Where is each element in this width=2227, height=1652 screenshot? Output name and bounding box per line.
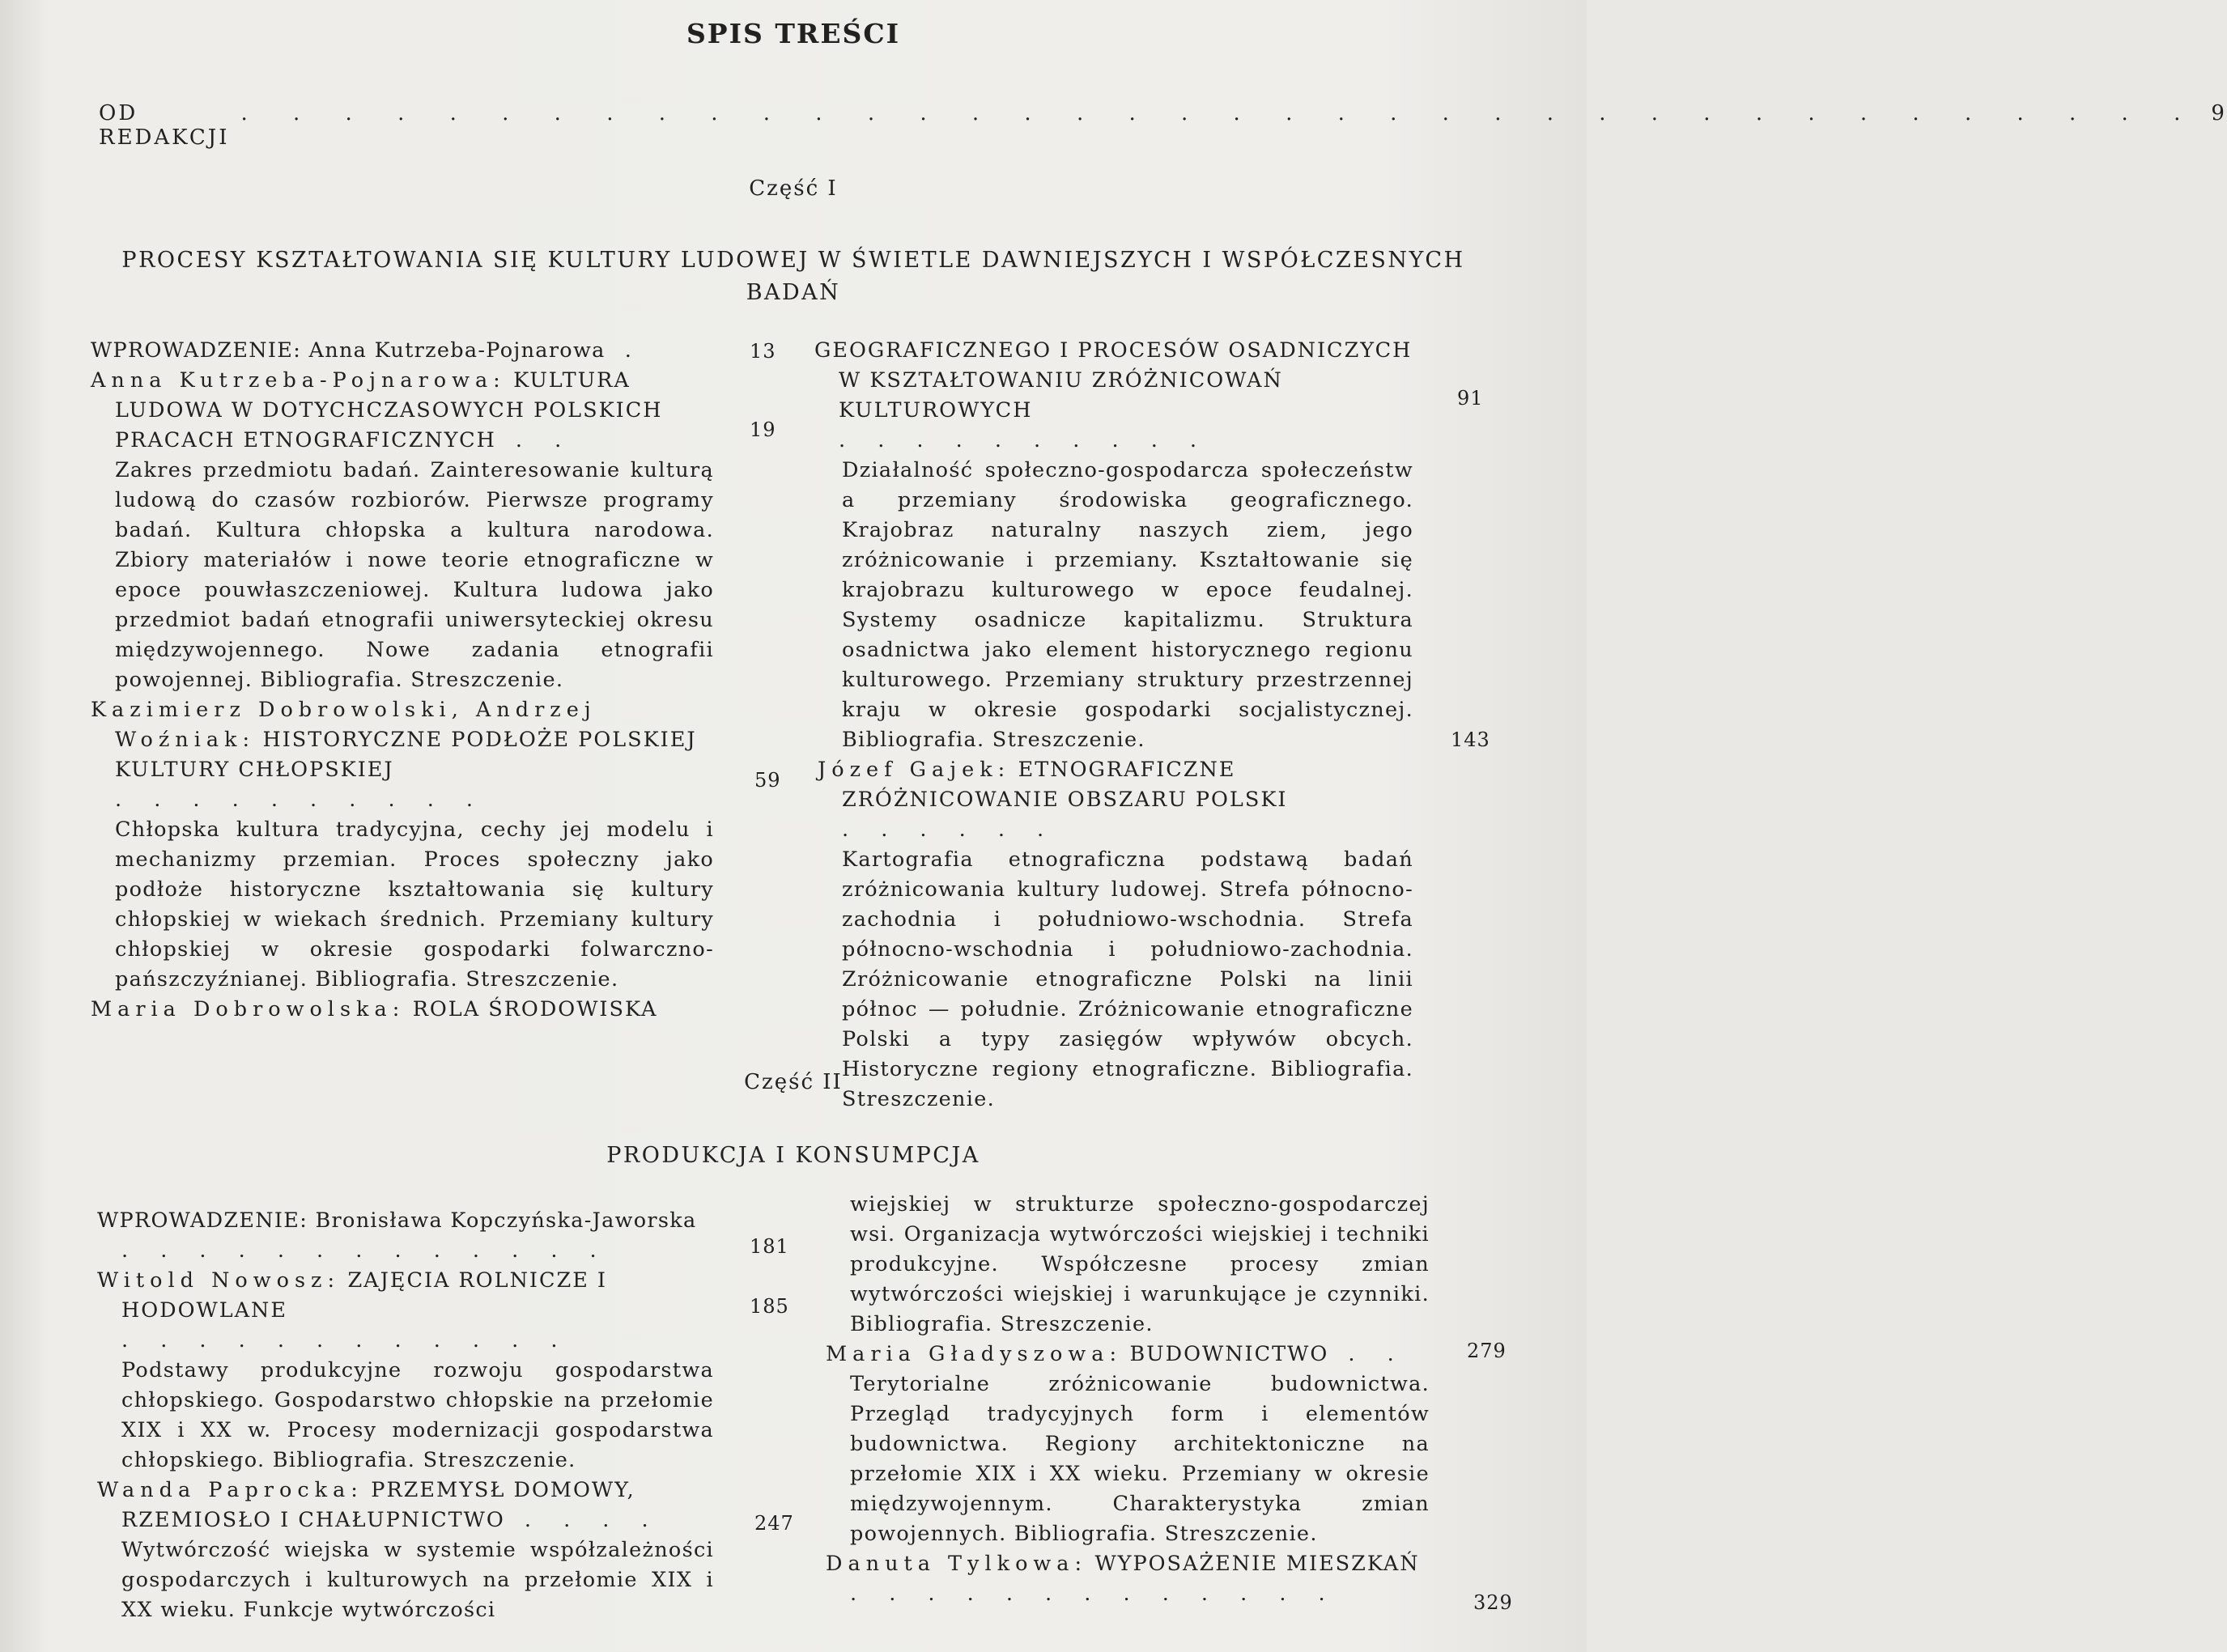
toc-entry[interactable] — [91, 695, 714, 995]
entry-abstract: Kartografia etnograficzna podstawą badań zróżnicowania kultury ludowej. Strefa północno-zachodnia i południowo-wschodnia. Strefa północno-wschodnia i południowo-zachodnia. Zróżnicowanie etnograficzne Polski na linii północ — południe. Zróżnicowanie etnograficzne Polski a typy zasięgów wpływów obcych. Historyczne regiony etnograficzne. Bibliografia. Streszczenie. — [842, 847, 1413, 1111]
entry-title: BUDOWNICTWO — [1129, 1342, 1329, 1366]
toc-entry[interactable] — [91, 336, 714, 366]
page-number: 279 — [1467, 1340, 1507, 1362]
toc-entry[interactable] — [91, 995, 714, 1025]
page-number: 143 — [1451, 728, 1490, 751]
entry-title: ROLA ŚRODOWISKA — [412, 997, 658, 1021]
entry-title: KULTURA LUDOWA W DOTYCHCZASOWYCH POLSKICH PRACACH ETNOGRAFICZNYCH — [115, 368, 663, 452]
dot-leader: . . . . — [504, 1508, 661, 1532]
entry-title: WYPOSAŻENIE MIESZKAŃ — [1094, 1552, 1420, 1576]
entry-abstract: Terytorialne zróżnicowanie budownictwa. Przegląd tradycyjnych form i elementów budownictwa. Regiony architektoniczne na przełomie XIX i XX wieku. Przemiany w okresie międzywojennym. Charakterystyka zmian powojennych. Bibliografia. Streszczenie. — [850, 1372, 1430, 1546]
part1-right-column — [814, 336, 1413, 1115]
toc-entry[interactable] — [826, 1340, 1430, 1549]
section-heading-2: PRODUKCJA I KONSUMPCJA — [606, 1143, 980, 1168]
toc-entry[interactable] — [818, 755, 1413, 1115]
entry-author: Maria Dobrowolska: — [91, 997, 406, 1021]
dot-leader: . . . . . . — [842, 818, 1057, 842]
entry-abstract: Działalność społeczno-gospodarcza społeczeństw a przemiany środowiska geograficznego. Krajobraz naturalny naszych ziem, jego zróżnicowanie i przemiany. Kształtowanie się krajobrazu kulturowego w epoce feudalnej. Systemy osadnicze kapitalizmu. Struktura osadnictwa jako element historycznego regionu kulturowego. Przemiany struktury przestrzennej kraju w okresie gospodarki socjalistycznej. Bibliografia. Streszczenie. — [842, 458, 1413, 752]
entry-author: Maria Gładyszowa: — [826, 1342, 1123, 1366]
page-number: 247 — [754, 1512, 794, 1535]
entry-title: ZAJĘCIA ROLNICZE I HODOWLANE — [121, 1268, 607, 1323]
entry-abstract: wiejskiej w strukturze społeczno-gospodarczej wsi. Organizacja wytwórczości wiejskiej i techniki produkcyjne. Współczesne procesy zmian wytwórczości wiejskiej i warunkujące je czynniki. Bibliografia. Streszczenie. — [850, 1192, 1430, 1336]
toc-entry[interactable] — [814, 336, 1413, 755]
dot-leader: . — [605, 338, 644, 363]
entry-author: Danuta Tylkowa: — [826, 1552, 1088, 1576]
entry-author: Wanda Paprocka: — [97, 1478, 363, 1502]
entry-abstract: Wytwórczość wiejska w systemie współzależności gospodarczych i kulturowych na przełomie XIX i XX wieku. Funkcje wytwórczości — [121, 1538, 714, 1622]
dot-leader: . . . . . . . . . . — [115, 788, 487, 812]
section-heading-1: PROCESY KSZTAŁTOWANIA SIĘ KULTURY LUDOWEJ W ŚWIETLE DAWNIEJSZYCH I WSPÓŁCZESNYCH BADAŃ — [121, 248, 1465, 305]
part-label-1: Część I — [749, 176, 838, 201]
page-title: SPIS TREŚCI — [686, 18, 901, 49]
entry-author: Anna Kutrzeba-Pojnarowa: — [91, 368, 506, 393]
dot-leader: . . — [1328, 1342, 1407, 1366]
dot-leader: . . . . . . . . . . . . . — [850, 1582, 1338, 1606]
dot-leader: . . . . . . . . . . . . . . . . . . . . . . . . . . . . . . . . . . . . . . — [240, 101, 2200, 125]
dot-leader: . . . . . . . . . . — [839, 428, 1210, 452]
part1-left-column — [91, 336, 714, 1025]
toc-entry[interactable] — [97, 1266, 714, 1476]
toc-entry-od-redakcji[interactable] — [99, 101, 2227, 150]
entry-title: PRZEMYSŁ DOMOWY, RZEMIOSŁO I CHAŁUPNICTWO — [121, 1478, 635, 1532]
page-number: 9 — [2211, 101, 2227, 125]
page-number: 181 — [750, 1235, 789, 1258]
page-number: 13 — [750, 340, 776, 363]
page-number: 59 — [754, 769, 781, 792]
entry-title: ETNOGRAFICZNE ZRÓŻNICOWANIE OBSZARU POLSKI — [842, 758, 1288, 812]
page-number: 329 — [1473, 1591, 1513, 1614]
toc-entry-continued[interactable] — [826, 1190, 1430, 1340]
entry-title: HISTORYCZNE PODŁOŻE POLSKIEJ KULTURY CHŁOPSKIEJ — [115, 728, 697, 782]
page-number: 185 — [750, 1295, 789, 1318]
page-number: 91 — [1457, 387, 1484, 410]
part-label-2: Część II — [744, 1070, 843, 1094]
toc-entry[interactable] — [97, 1476, 714, 1625]
entry-author: Józef Gajek: — [818, 758, 1011, 782]
entry-author: WPROWADZENIE: — [91, 338, 302, 363]
toc-entry[interactable] — [97, 1206, 714, 1266]
toc-entry[interactable] — [826, 1549, 1430, 1609]
entry-author: Witold Nowosz: — [97, 1268, 341, 1293]
entry-author: Kazimierz Dobrowolski, Andrzej Woźniak: — [91, 698, 597, 752]
entry-abstract: Zakres przedmiotu badań. Zainteresowanie kulturą ludową do czasów rozbiorów. Pierwsze programy badań. Kultura chłopska a kultura narodowa. Zbiory materiałów i nowe teorie etnograficzne w epoce pouwłaszczeniowej. Kultura ludowa jako przedmiot badań etnografii uniwersyteckiej okresu międzywojennego. Nowe zadania etnografii powojennej. Bibliografia. Streszczenie. — [115, 458, 714, 692]
entry-title: Bronisława Kopczyńska-Jaworska — [315, 1208, 697, 1233]
dot-leader: . . . . . . . . . . . . . — [121, 1238, 610, 1263]
entry-author: WPROWADZENIE: — [97, 1208, 308, 1233]
entry-abstract: Chłopska kultura tradycyjna, cechy jej modelu i mechanizmy przemian. Proces społeczny jako podłoże historyczne kształtowania się kultury chłopskiej w wiekach średnich. Przemiany kultury chłopskiej w okresie gospodarki folwarczno-pańszczyźnianej. Bibliografia. Streszczenie. — [115, 818, 714, 992]
entry-abstract: Podstawy produkcyjne rozwoju gospodarstwa chłopskiego. Gospodarstwo chłopskie na przełomie XIX i XX w. Procesy modernizacji gospodarstwa chłopskiego. Bibliografia. Streszczenie. — [121, 1358, 714, 1472]
entry-title: OD REDAKCJI — [99, 101, 230, 150]
dot-leader: . . . . . . . . . . . . — [121, 1328, 571, 1353]
part2-right-column — [826, 1190, 1430, 1609]
page-number: 19 — [750, 418, 776, 441]
part2-left-column — [97, 1206, 714, 1625]
entry-title: GEOGRAFICZNEGO I PROCESÓW OSADNICZYCH W KSZTAŁTOWANIU ZRÓŻNICOWAŃ KULTUROWYCH — [814, 338, 1413, 423]
toc-entry[interactable] — [91, 366, 714, 695]
entry-title: Anna Kutrzeba-Pojnarowa — [308, 338, 606, 363]
dot-leader: . . — [495, 428, 575, 452]
